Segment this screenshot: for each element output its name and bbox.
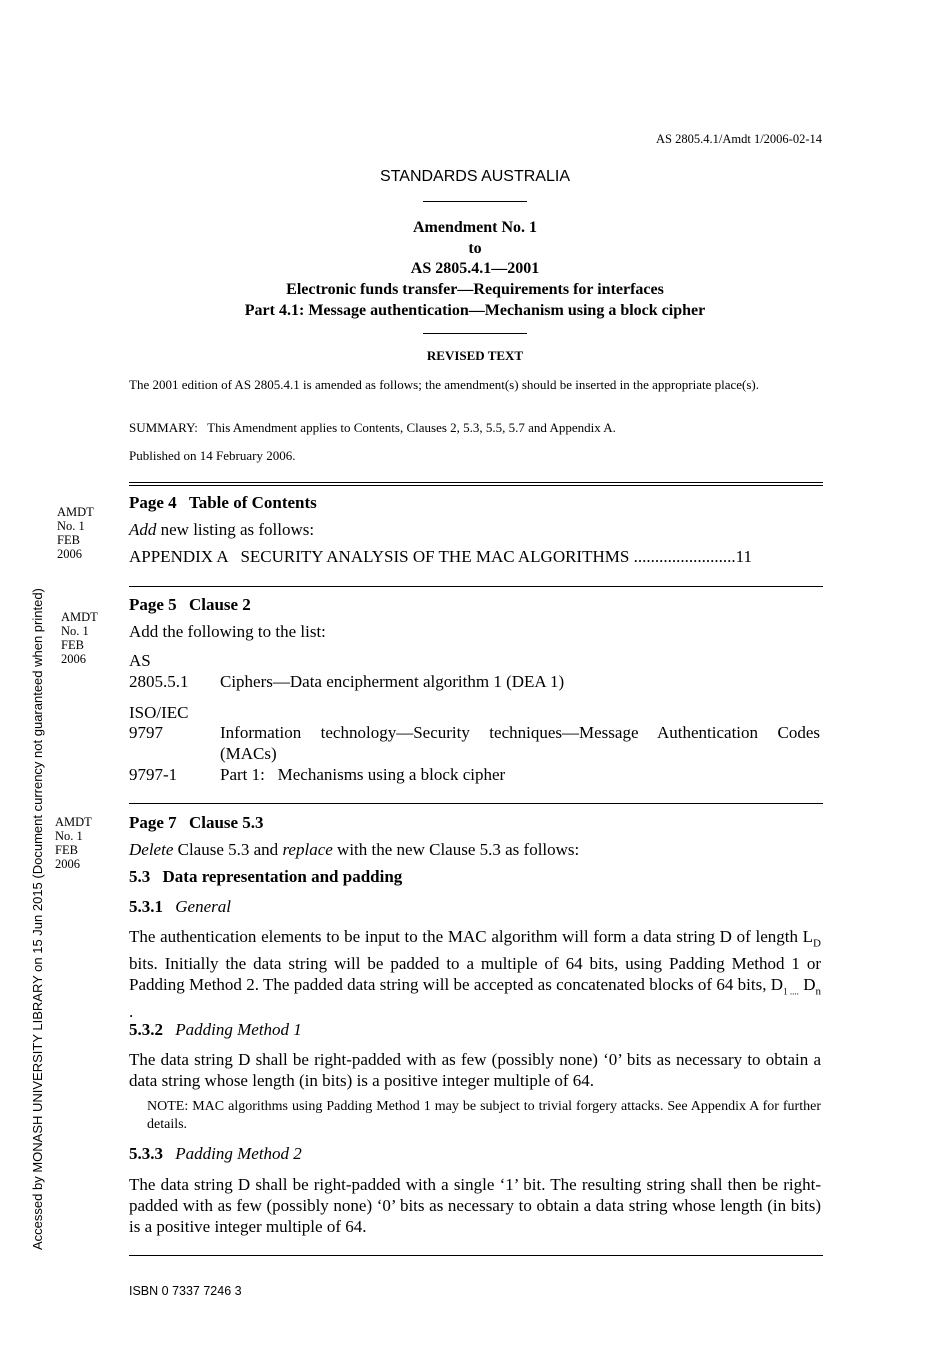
instruction-verb: Delete [129, 840, 174, 859]
amendment-margin-note [55, 815, 92, 871]
instruction-verb: replace [282, 840, 333, 859]
paragraph-text: bits. Initially the data string will be padded to a multiple of 64 bits, using Padding Method 1 or Padding Method 2. The padded data string will be accepted as concatenated blocks of 64 bits, D [129, 954, 821, 994]
title-line: Electronic funds transfer—Requirements for interfaces [286, 281, 664, 299]
margin-note-line: 2006 [55, 857, 80, 871]
margin-note-line: AMDT [57, 505, 94, 519]
subscript: 1 .... [783, 986, 799, 997]
section-heading [129, 493, 317, 513]
reference-group: AS [129, 651, 151, 670]
subclause-title: General [175, 897, 231, 916]
margin-note-line: AMDT [55, 815, 92, 829]
document-reference: AS 2805.4.1/Amdt 1/2006-02-14 [656, 132, 822, 146]
double-rule [129, 482, 823, 483]
margin-note-line: AMDT [61, 610, 98, 624]
double-rule [129, 485, 823, 486]
amendment-margin-note [57, 505, 94, 561]
title-line: AS 2805.4.1—2001 [410, 260, 540, 278]
subclause-number: 5.3.1 [129, 897, 163, 916]
divider [423, 333, 527, 334]
reference-code: 9797 [129, 723, 163, 742]
section-heading [129, 813, 264, 833]
section-title: Clause 5.3 [188, 813, 264, 832]
summary [129, 420, 821, 436]
organization-name: STANDARDS AUSTRALIA [380, 168, 570, 185]
subclause-number: 5.3.2 [129, 1020, 163, 1039]
summary-text: This Amendment applies to Contents, Clauses 2, 5.3, 5.5, 5.7 and Appendix A. [207, 420, 616, 435]
revised-text-heading: REVISED TEXT [426, 348, 524, 363]
access-watermark: Accessed by MONASH UNIVERSITY LIBRARY on 15 Jun 2015 (Document currency not guaranteed when printed) [30, 588, 45, 1250]
clause-note: NOTE: MAC algorithms using Padding Method 1 may be subject to trivial forgery attacks. See Appendix A for further details. [147, 1099, 821, 1132]
title-line: to [468, 239, 482, 257]
divider [423, 201, 527, 202]
page-reference: Page 7 [129, 813, 177, 832]
paragraph-text: The authentication elements to be input to the MAC algorithm will form a data string D of length L [129, 927, 814, 946]
subclause-number: 5.3.3 [129, 1144, 163, 1163]
instruction [129, 520, 314, 540]
toc-entry: APPENDIX A SECURITY ANALYSIS OF THE MAC ALGORITHMS ........................11 [129, 547, 752, 566]
intro-paragraph: The 2001 edition of AS 2805.4.1 is amended as follows; the amendment(s) should be inserted in the appropriate place(s). [129, 377, 759, 392]
page-reference: Page 4 [129, 493, 177, 512]
margin-note-line: FEB [61, 638, 84, 652]
margin-note-line: No. 1 [55, 829, 83, 843]
subclause-heading [129, 897, 231, 917]
reference-title: Ciphers—Data encipherment algorithm 1 (DEA 1) [220, 672, 565, 691]
reference-title: Information technology—Security techniques—Message Authentication Codes (MACs) [220, 723, 820, 763]
reference-code: 9797-1 [129, 765, 178, 784]
margin-note-line: 2006 [61, 652, 86, 666]
footer-rule [129, 1255, 823, 1256]
section-divider [129, 803, 823, 804]
clause-title: Data representation and padding [162, 867, 403, 886]
instruction [129, 840, 579, 860]
page-reference: Page 5 [129, 595, 177, 614]
section-title: Table of Contents [188, 493, 317, 512]
amendment-title [0, 218, 950, 322]
margin-note-line: FEB [57, 533, 80, 547]
subclause-title: Padding Method 1 [175, 1020, 302, 1039]
title-line: Part 4.1: Message authentication—Mechanism using a block cipher [244, 301, 706, 319]
amendment-margin-note [61, 610, 98, 666]
reference-code: 2805.5.1 [129, 672, 189, 691]
subclause-heading [129, 1020, 302, 1040]
isbn: ISBN 0 7337 7246 3 [129, 1284, 242, 1298]
instruction-text: Clause 5.3 and [173, 840, 283, 859]
paragraph-text: D [798, 974, 816, 994]
subscript: D [813, 937, 821, 950]
margin-note-line: No. 1 [57, 519, 85, 533]
summary-label: SUMMARY: [129, 420, 198, 435]
instruction: Add the following to the list: [129, 622, 326, 641]
margin-note-line: 2006 [57, 547, 82, 561]
section-title: Clause 2 [188, 595, 251, 614]
clause-number: 5.3 [129, 867, 151, 886]
section-heading [129, 595, 251, 615]
clause-paragraph: The data string D shall be right-padded with a single ‘1’ bit. The resulting string shall then be right-padded with as few (possibly none) ‘0’ bits as necessary to obtain a data string whose length (in bits) is a positive integer multiple of 64. [129, 1175, 821, 1236]
published-date: Published on 14 February 2006. [129, 448, 296, 463]
paragraph-text: . [129, 1002, 134, 1022]
instruction-text: with the new Clause 5.3 as follows: [332, 840, 580, 859]
margin-note-line: No. 1 [61, 624, 89, 638]
clause-paragraph [129, 927, 821, 1023]
subclause-heading [129, 1144, 302, 1164]
subscript: n [815, 985, 821, 998]
clause-heading [129, 867, 402, 887]
reference-group: ISO/IEC [129, 703, 189, 722]
reference-title: Part 1: Mechanisms using a block cipher [220, 765, 506, 784]
instruction-text: new listing as follows: [156, 520, 315, 539]
section-divider [129, 586, 823, 587]
title-line: Amendment No. 1 [413, 219, 537, 236]
clause-paragraph: The data string D shall be right-padded with as few (possibly none) ‘0’ bits as necessary to obtain a data string whose length (in bits) is a positive integer multiple of 64. [129, 1050, 821, 1090]
subclause-title: Padding Method 2 [175, 1144, 302, 1163]
margin-note-line: FEB [55, 843, 78, 857]
instruction-verb: Add [129, 520, 157, 539]
